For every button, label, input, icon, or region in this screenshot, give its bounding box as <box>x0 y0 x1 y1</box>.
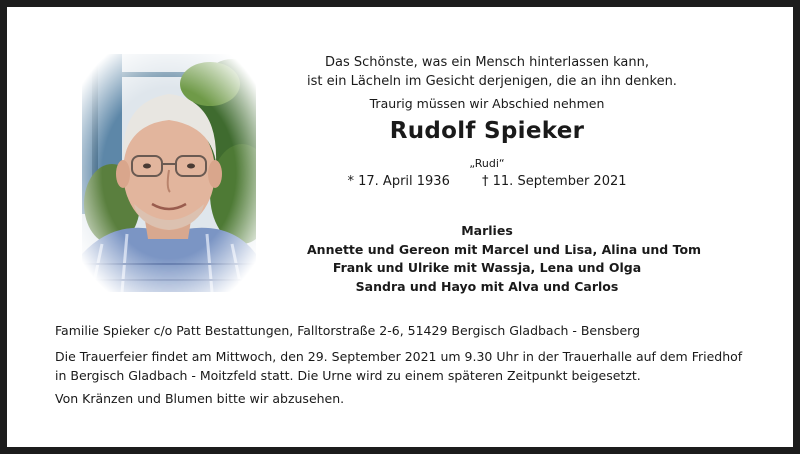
family-member-line: Annette und Gereon mit Marcel und Lisa, Alina und Tom <box>307 241 702 257</box>
family-member-line: Frank und Ulrike mit Wassja, Lena und Olga <box>332 260 642 275</box>
portrait-photo <box>82 54 256 292</box>
ceremony-info <box>55 347 775 385</box>
memorial-quote <box>307 53 677 91</box>
family-address: Familie Spieker c/o Patt Bestattungen, Falltorstraße 2-6, 51429 Bergisch Gladbach - Bensberg <box>55 323 641 338</box>
family-member-line: Sandra und Hayo mit Alva und Carlos <box>355 278 619 294</box>
ceremony-line-1: Die Trauerfeier findet am Mittwoch, den 29. September 2021 um 9.30 Uhr in der Trauerhalle auf dem Friedhof <box>55 349 743 364</box>
family-list <box>307 222 702 296</box>
life-dates <box>307 174 667 189</box>
family-member-line: Marlies <box>461 223 513 238</box>
nickname: „Rudi“ <box>469 157 505 170</box>
ceremony-line-2: in Bergisch Gladbach - Moitzfeld statt. Die Urne wird zu einem späteren Zeitpunkt beigesetzt. <box>55 368 641 383</box>
portrait-illustration <box>82 54 256 292</box>
quote-line-1: Das Schönste, was ein Mensch hinterlassen kann, <box>325 55 649 70</box>
death-date: † 11. September 2021 <box>482 174 627 189</box>
quote-line-2: ist ein Lächeln im Gesicht derjenigen, die an ihn denken. <box>307 74 677 89</box>
birth-date: * 17. April 1936 <box>347 174 450 189</box>
farewell-subtitle: Traurig müssen wir Abschied nehmen <box>369 96 605 111</box>
deceased-name: Rudolf Spieker <box>389 118 585 144</box>
obituary-card <box>7 7 793 447</box>
flowers-note: Von Kränzen und Blumen bitte wir abzusehen. <box>55 391 345 406</box>
